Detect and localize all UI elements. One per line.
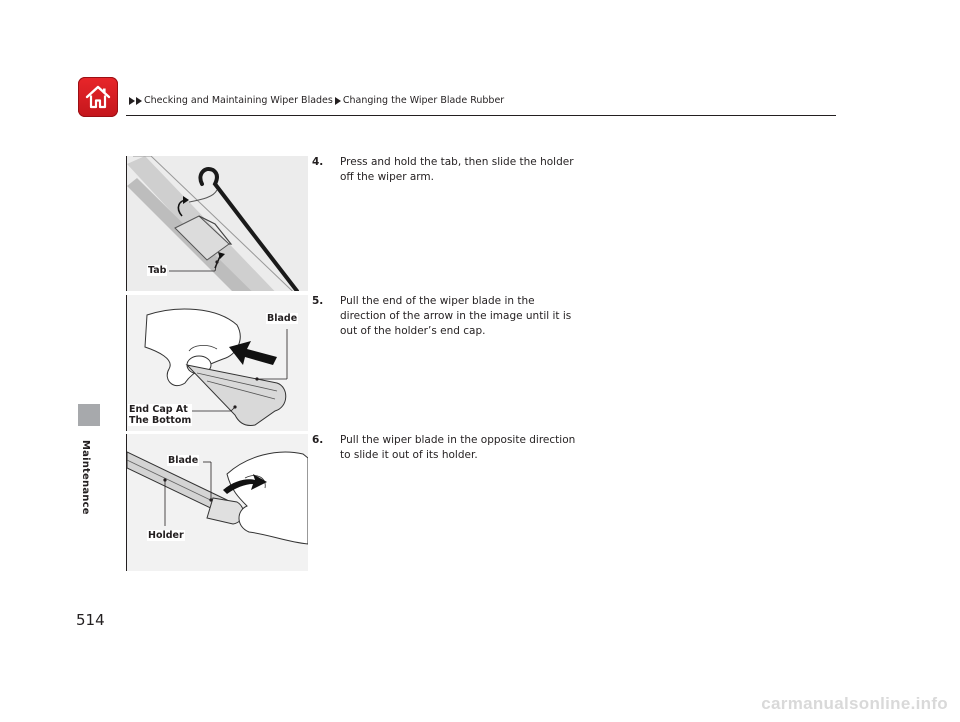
home-button[interactable] — [78, 77, 118, 117]
step-4 — [312, 155, 576, 185]
step-text: Pull the end of the wiper blade in the direction of the arrow in the image until it is out of the holder’s end cap. — [340, 295, 572, 337]
callout-end-cap: End Cap At The Bottom — [129, 404, 192, 426]
header-rule — [126, 115, 836, 116]
breadcrumb-item-changing-blade-rubber[interactable]: Changing the Wiper Blade Rubber — [342, 95, 505, 106]
step-text: Press and hold the tab, then slide the holder off the wiper arm. — [340, 156, 574, 183]
breadcrumb-item-maintaining-wiper-blades[interactable]: Checking and Maintaining Wiper Blades — [144, 95, 333, 106]
step-number: 6. — [312, 434, 324, 446]
figure-wiper-arm-tab — [126, 156, 308, 291]
blade-holder-illustration — [127, 434, 308, 571]
step-number: 5. — [312, 295, 324, 307]
section-tab-marker — [78, 404, 100, 426]
section-label: Maintenance — [80, 440, 91, 515]
step-number: 4. — [312, 156, 324, 168]
step-5 — [312, 294, 576, 339]
callout-blade: Blade — [267, 313, 298, 324]
step-text: Pull the wiper blade in the opposite direction to slide it out of its holder. — [340, 434, 576, 461]
callout-holder: Holder — [148, 530, 184, 541]
watermark: carmanualsonline.info — [761, 694, 948, 713]
triangle-right-icon — [129, 97, 143, 105]
figure-blade-holder — [126, 434, 308, 571]
figure-blade-end-cap — [126, 295, 308, 431]
home-icon — [84, 83, 112, 111]
page-number: 514 — [76, 611, 105, 629]
breadcrumb — [127, 95, 504, 106]
triangle-right-icon — [335, 97, 342, 105]
callout-tab: Tab — [148, 265, 167, 276]
callout-blade: Blade — [168, 455, 199, 466]
step-6 — [312, 433, 576, 463]
